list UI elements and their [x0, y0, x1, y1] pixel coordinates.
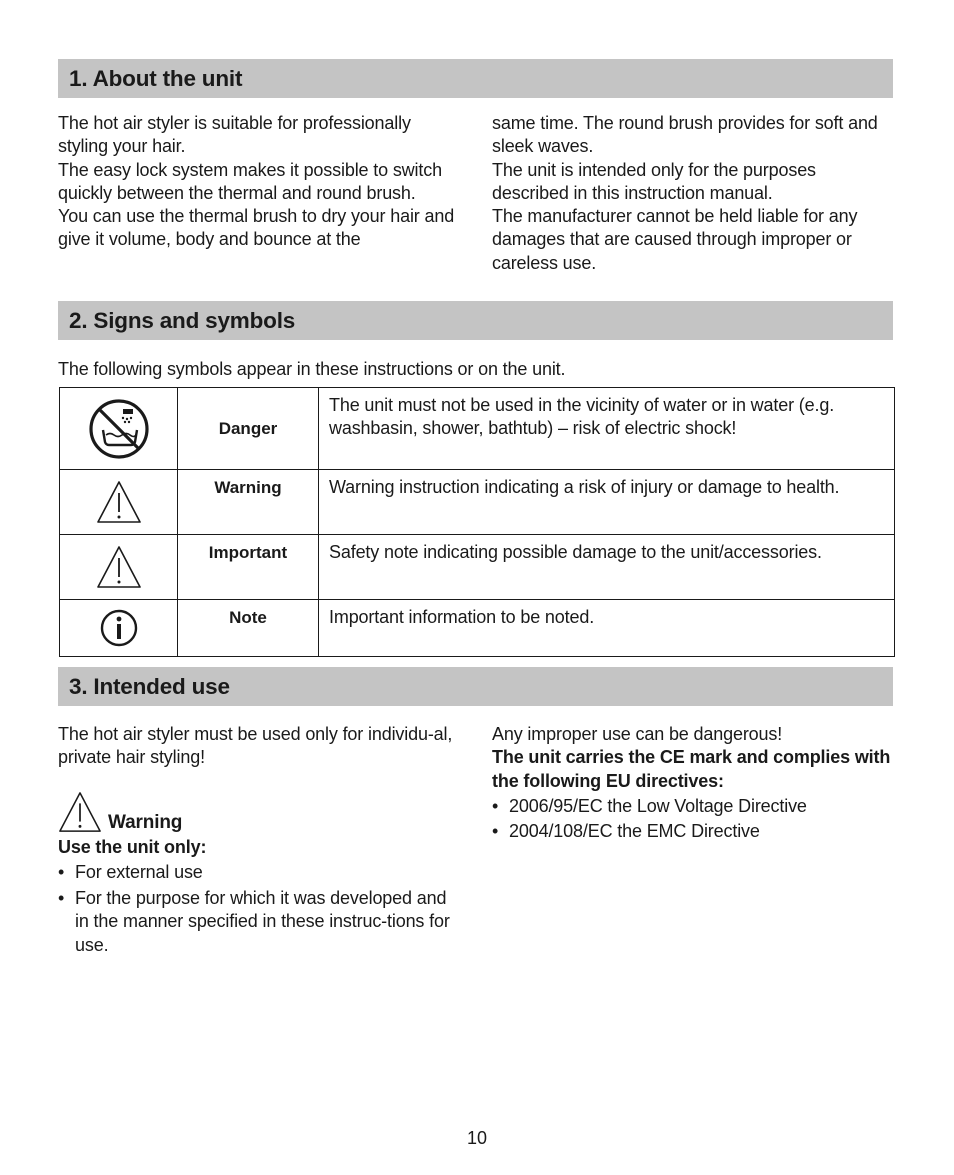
- warning-triangle-icon: [60, 470, 178, 535]
- symbol-description: Safety note indicating possible damage to the unit/accessories.: [319, 535, 895, 600]
- no-water-icon: [60, 388, 178, 470]
- symbol-label: Important: [178, 535, 319, 600]
- intended-paragraph: Any improper use can be dangerous!: [492, 724, 783, 744]
- section-heading-about: 1. About the unit: [58, 59, 893, 98]
- warning-callout: [58, 790, 463, 834]
- use-only-heading: Use the unit only:: [58, 836, 207, 857]
- symbol-row-warning: [60, 470, 895, 535]
- about-left-column: [58, 112, 458, 252]
- section-heading-signs: 2. Signs and symbols: [58, 301, 893, 340]
- intended-paragraph: The hot air styler must be used only for individu-al, private hair styling!: [58, 724, 453, 768]
- symbol-description: Important information to be noted.: [319, 600, 895, 657]
- symbol-row-danger: [60, 388, 895, 470]
- symbol-label: Warning: [178, 470, 319, 535]
- intended-left-column: [58, 723, 463, 957]
- symbol-row-note: [60, 600, 895, 657]
- symbol-row-important: [60, 535, 895, 600]
- list-item: • For the purpose for which it was developed and in the manner specified in these instruc-tions for use.: [58, 887, 463, 957]
- warning-triangle-icon: [58, 790, 102, 834]
- about-paragraph: same time. The round brush provides for soft and sleek waves.: [492, 113, 878, 157]
- about-paragraph: The hot air styler is suitable for professionally styling your hair.: [58, 113, 411, 157]
- intended-right-column: [492, 723, 892, 843]
- about-paragraph: The manufacturer cannot be held liable for any damages that are caused through improper or careless use.: [492, 206, 858, 273]
- about-paragraph: The easy lock system makes it possible to switch quickly between the thermal and round brush.: [58, 159, 442, 203]
- symbol-description: Warning instruction indicating a risk of injury or damage to health.: [319, 470, 895, 535]
- about-right-column: [492, 112, 892, 275]
- warning-label: Warning: [108, 811, 183, 833]
- section-heading-intended: 3. Intended use: [58, 667, 893, 706]
- signs-intro: The following symbols appear in these instructions or on the unit.: [58, 359, 566, 379]
- about-paragraph: You can use the thermal brush to dry your hair and give it volume, body and bounce at the: [58, 206, 455, 250]
- about-paragraph: The unit is intended only for the purposes described in this instruction manual.: [492, 159, 816, 203]
- symbol-description: The unit must not be used in the vicinity of water or in water (e.g. washbasin, shower, bathtub) – risk of electric shock!: [319, 388, 895, 470]
- list-item: • 2004/108/EC the EMC Directive: [492, 820, 892, 843]
- list-item: • For external use: [58, 861, 463, 884]
- warning-triangle-icon: [60, 535, 178, 600]
- symbol-label: Note: [178, 600, 319, 657]
- directives-list: [492, 795, 892, 844]
- ce-statement: The unit carries the CE mark and complies with the following EU directives:: [492, 747, 891, 791]
- info-icon: [60, 600, 178, 657]
- list-item: • 2006/95/EC the Low Voltage Directive: [492, 795, 892, 818]
- symbols-table: [59, 387, 895, 657]
- use-list: [58, 861, 463, 957]
- symbol-label: Danger: [178, 388, 319, 470]
- page-number: 10: [466, 1128, 488, 1148]
